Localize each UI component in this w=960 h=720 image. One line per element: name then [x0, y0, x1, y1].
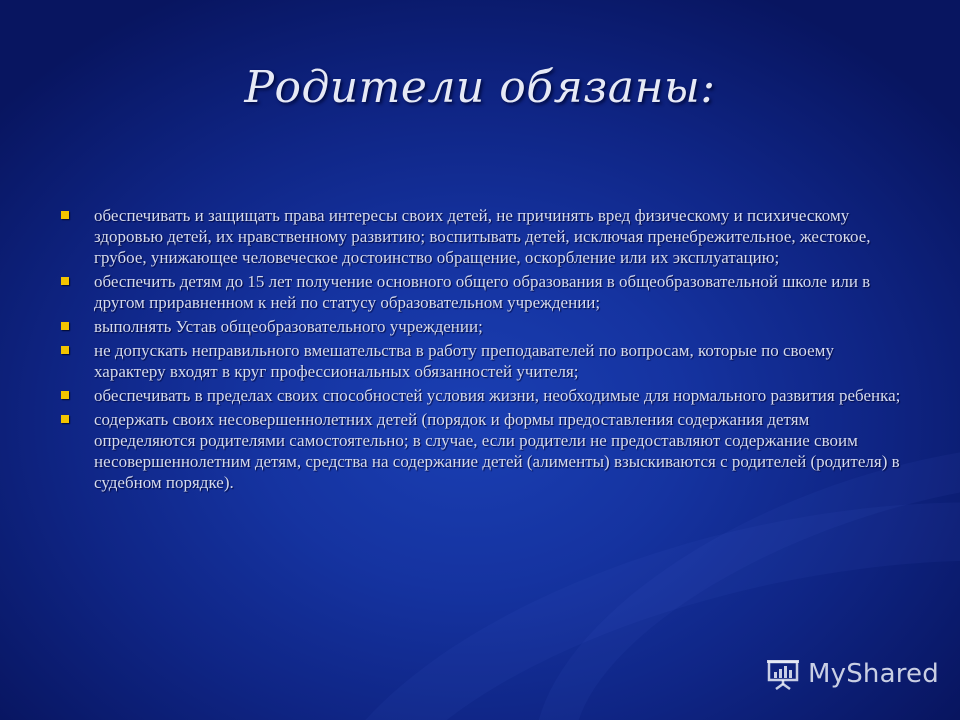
bullet-item — [56, 271, 908, 313]
bullet-text: содержать своих несовершеннолетних детей (порядок и формы предоставления содержания детям определяются родителями самостоятельно; в случае, если родители не предоставляют содержание своим несовершеннолетним детям, средства на содержание детей (алименты) взыскиваются с родителей (родителя) в судебном порядке). — [94, 410, 900, 492]
square-bullet-icon — [61, 322, 69, 330]
presentation-board-icon — [766, 657, 800, 691]
bullet-list — [56, 205, 908, 493]
bullet-text: выполнять Устав общеобразовательного учреждении; — [94, 317, 483, 336]
bullet-text: обеспечить детям до 15 лет получение основного общего образования в общеобразовательной школе или в другом приравненном к ней по статусу образовательном учреждении; — [94, 272, 871, 312]
bullet-item — [56, 340, 908, 382]
myshared-watermark[interactable] — [766, 656, 939, 692]
bullet-text: обеспечивать в пределах своих способностей условия жизни, необходимые для нормального развития ребенка; — [94, 386, 901, 405]
square-bullet-icon — [61, 211, 69, 219]
watermark-text: MyShared — [808, 659, 939, 689]
slide-content — [56, 205, 908, 496]
bullet-item — [56, 205, 908, 268]
square-bullet-icon — [61, 391, 69, 399]
bullet-item — [56, 316, 908, 337]
slide-title: Родители обязаны: — [244, 62, 716, 113]
square-bullet-icon — [61, 415, 69, 423]
bullet-text: не допускать неправильного вмешательства в работу преподавателей по вопросам, которые по своему характеру входят в круг профессиональных обязанностей учителя; — [94, 341, 834, 381]
square-bullet-icon — [61, 277, 69, 285]
bullet-item — [56, 385, 908, 406]
bullet-item — [56, 409, 908, 493]
bullet-text: обеспечивать и защищать права интересы своих детей, не причинять вред физическому и психическому здоровью детей, их нравственному развитию; воспитывать детей, исключая пренебрежительное, жестокое, грубое, унижающее человеческое достоинство обращение, оскорбление или их эксплуатацию; — [94, 206, 871, 267]
square-bullet-icon — [61, 346, 69, 354]
